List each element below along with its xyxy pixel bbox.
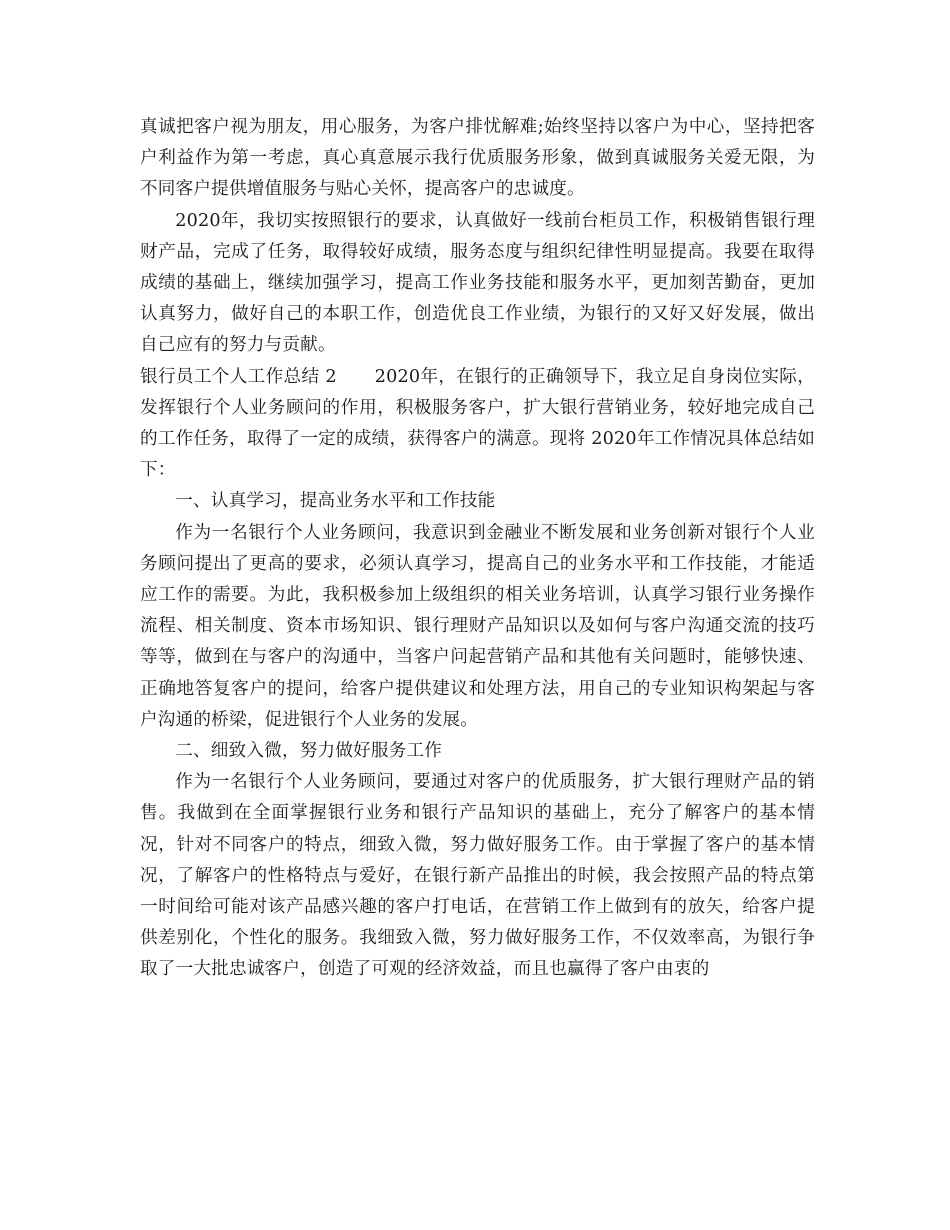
paragraph-study: 作为一名银行个人业务顾问，我意识到金融业不断发展和业务创新对银行个人业务顾问提出了更高的要求，必须认真学习，提高自己的业务水平和工作技能，才能适应工作的需要。为此，我积极参加上级组织的相关业务培训，认真学习银行业务操作流程、相关制度、资本市场知识、银行理财产品知识以及如何与客户沟通交流的技巧等等，做到在与客户的沟通中，当客户问起营销产品和其他有关问题时，能够快速、正确地答复客户的提问，给客户提供建议和处理方法，用自己的专业知识构架起与客户沟通的桥梁，促进银行个人业务的发展。 xyxy=(140,522,815,730)
paragraph-intro: 真诚把客户视为朋友，用心服务，为客户排忧解难;始终坚持以客户为中心，坚持把客户利益作为第一考虑，真心真意展示我行优质服务形象，做到真诚服务关爱无限，为不同客户提供增值服务与贴心关怀，提高客户的忠诚度。 xyxy=(140,117,815,200)
paragraph-2020-summary: 2020年，我切实按照银行的要求，认真做好一线前台柜员工作，积极销售银行理财产品，完成了任务，取得较好成绩，服务态度与组织纪律性明显提高。我要在取得成绩的基础上，继续加强学习，提高工作业务技能和服务水平，更加刻苦勤奋，更加认真努力，做好自己的本职工作，创造优良工作业绩，为银行的又好又好发展，做出自己应有的努力与贡献。 xyxy=(140,210,815,356)
paragraph-service: 作为一名银行个人业务顾问，要通过对客户的优质服务，扩大银行理财产品的销售。我做到在全面掌握银行业务和银行产品知识的基础上，充分了解客户的基本情况，针对不同客户的特点，细致入微，努力做好服务工作。由于掌握了客户的基本情况，了解客户的性格特点与爱好，在银行新产品推出的时候，我会按照产品的特点第一时间给可能对该产品感兴趣的客户打电话，在营销工作上做到有的放矢，给客户提供差别化，个性化的服务。我细致入微，努力做好服务工作，不仅效率高，为银行争取了一大批忠诚客户，创造了可观的经济效益，而且也赢得了客户由衷的 xyxy=(140,772,815,980)
paragraph-section-2-body: 2020年，在银行的正确领导下，我立足自身岗位实际，发挥银行个人业务顾问的作用，积极服务客户，扩大银行营销业务，较好地完成自己的工作任务，取得了一定的成绩，获得客户的满意。现将 2020年工作情况具体总结如下： xyxy=(140,366,815,481)
heading-service: 二、细致入微，努力做好服务工作 xyxy=(175,741,443,762)
heading-study: 一、认真学习，提高业务水平和工作技能 xyxy=(175,491,496,512)
document-page xyxy=(140,112,815,986)
paragraph-section-2-start xyxy=(140,362,815,487)
section-title: 银行员工个人工作总结 2 xyxy=(140,366,337,387)
